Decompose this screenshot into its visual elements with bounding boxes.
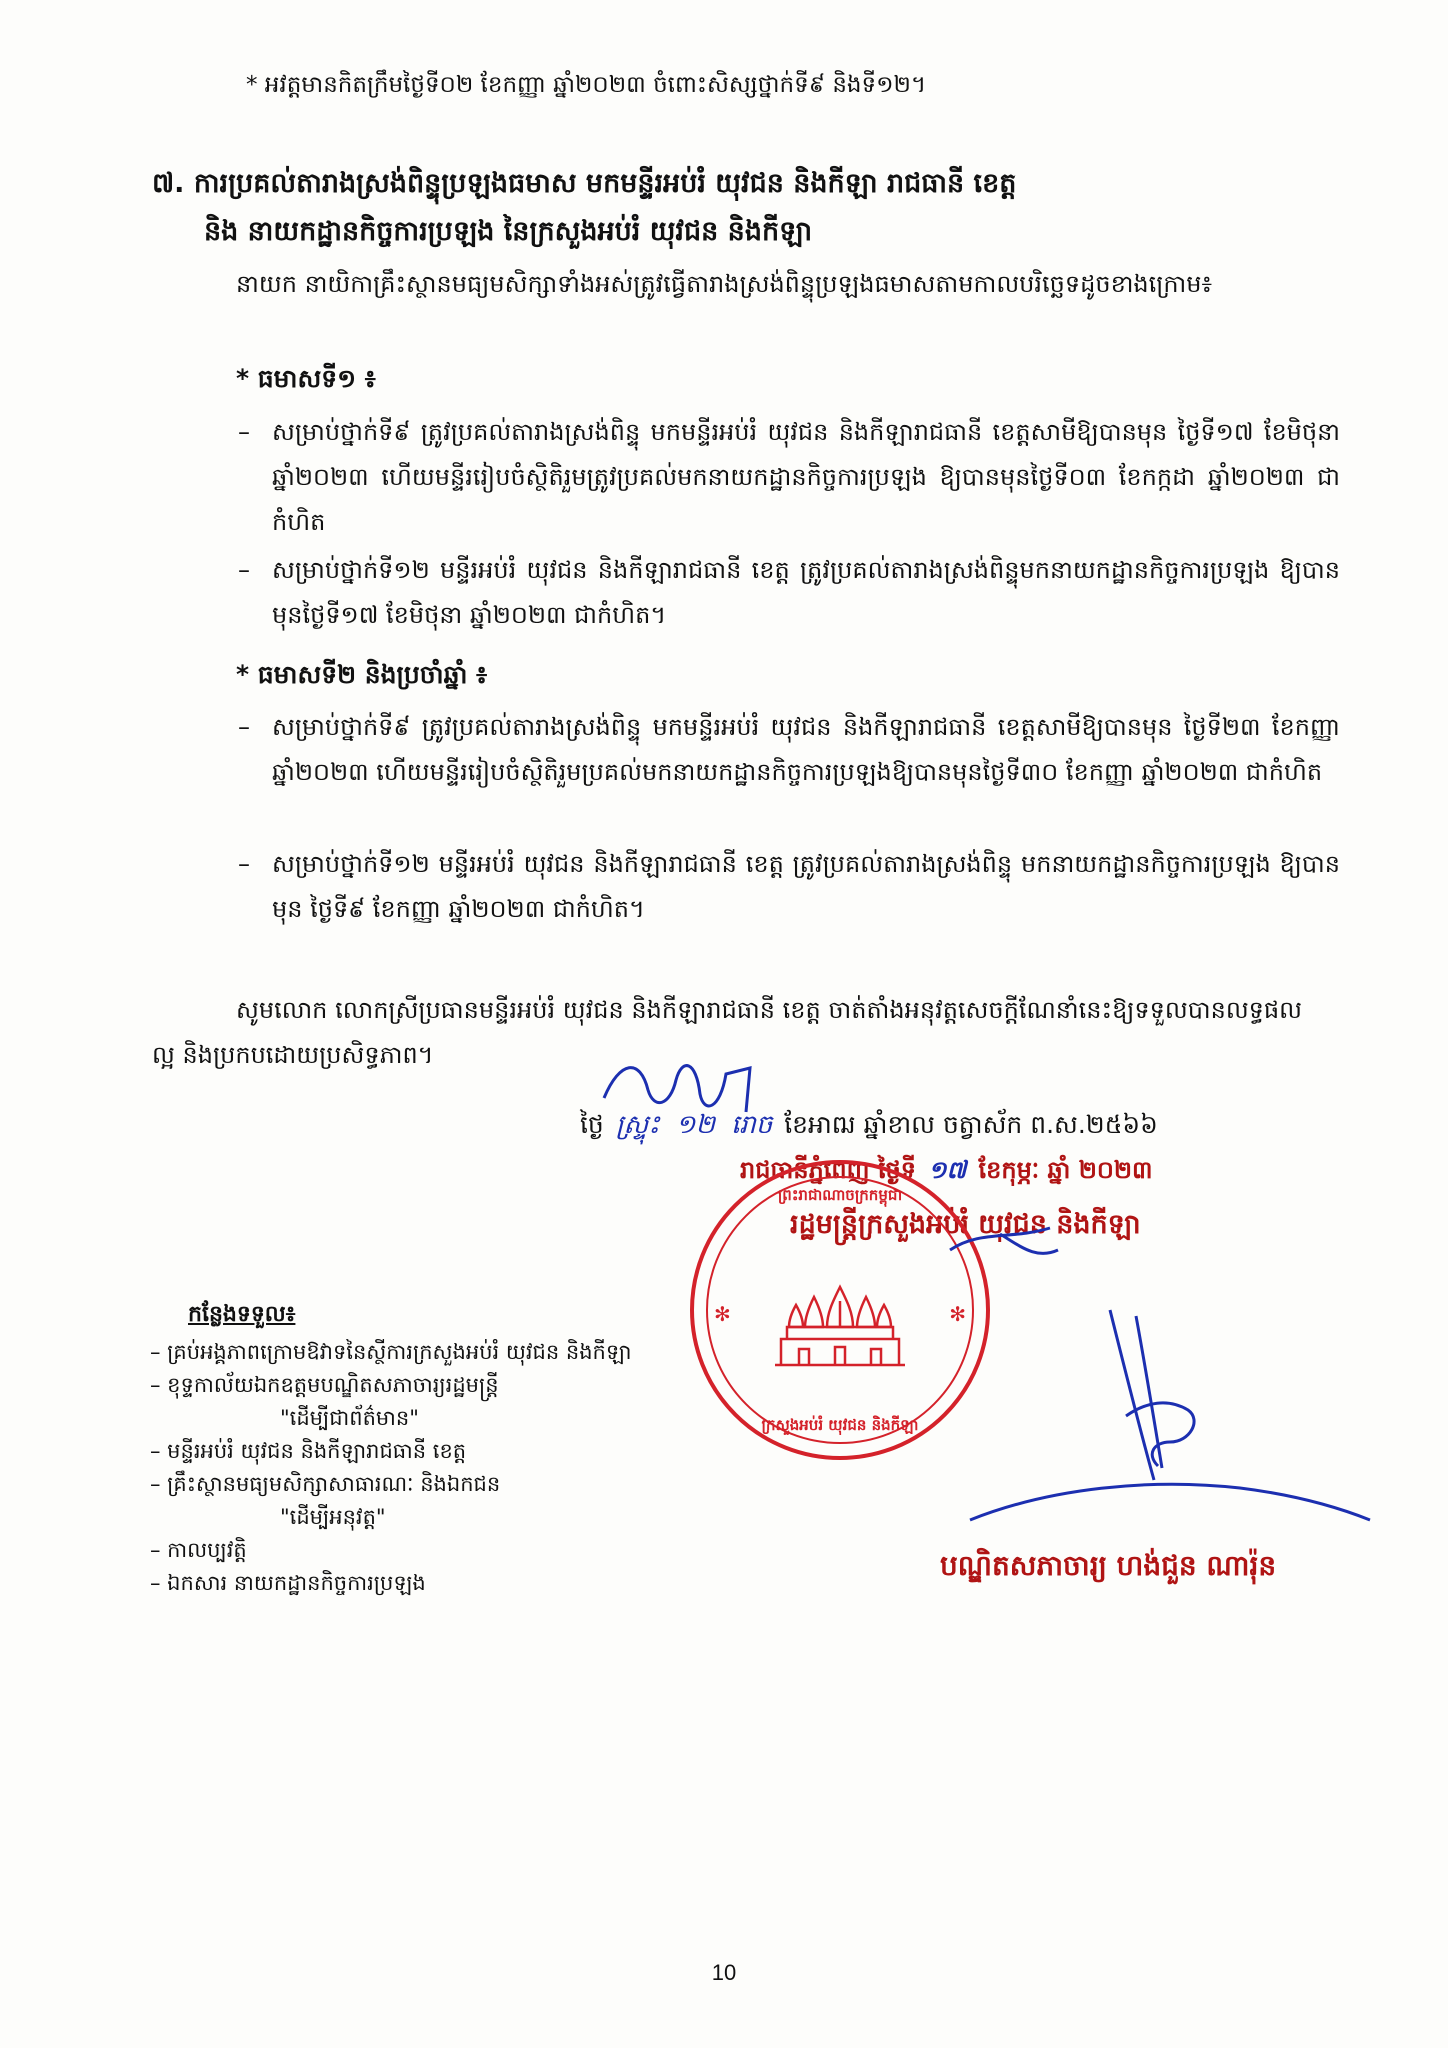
semester2-item-2 [238,842,1340,932]
cc-item: – ខុទ្ទកាល័យឯកឧត្តមបណ្ឌិតសភាចារ្យរដ្ឋមន្ត្រី [150,1373,499,1397]
semester2-item-1-text: សម្រាប់ថ្នាក់ទី៩ ត្រូវប្រគល់តារាងស្រង់ពិន្ទុ មកមន្ទីរអប់រំ យុវជន និងកីឡារាជធានី ខេត្តសាមីឱ្យបានមុន ថ្ងៃទី២៣ ខែកញ្ញា ឆ្នាំ២០២៣ ហើយមន្ទីររៀបចំស្ថិតិរួមប្រគល់មកនាយកដ្ឋានកិច្ចការប្រឡងឱ្យបានមុនថ្ងៃទី៣០ ខែកញ្ញា ឆ្នាំ២០២៣ ជាកំហិត [272,713,1340,786]
seal-bottom-text: ក្រសួងអប់រំ យុវជន និងកីឡា [761,1416,919,1434]
cc-item: – មន្ទីរអប់រំ យុវជន និងកីឡារាជធានី ខេត្ត [150,1439,467,1463]
semester2-title: * ធមាសទី២ និងប្រចាំឆ្នាំ ៖ [236,660,488,689]
closing-paragraph-text: សូមលោក លោកស្រីប្រធានមន្ទីរអប់រំ យុវជន និងកីឡារាជធានី ខេត្ត ចាត់តាំងអនុវត្តសេចក្តីណែនាំនេះឱ្យទទួលបានលទ្ធផលល្អ និងប្រកបដោយប្រសិទ្ធភាព។ [152,996,1302,1069]
section-number: ៧. [152,168,185,199]
signature-place-prefix: រាជធានីភ្នំពេញ ថ្ងៃទី [740,1156,916,1184]
semester1-title: * ធមាសទី១ ៖ [236,364,376,393]
semester1-item-2 [238,548,1340,638]
footnote-line: * អវត្តមានកិតក្រឹមថ្ងៃទី០២ ខែកញ្ញា ឆ្នាំ២០២៣ ចំពោះសិស្សថ្នាក់ទី៩ និងទី១២។ [246,72,927,98]
seal-top-text: ព្រះរាជាណាចក្រកម្ពុជា [777,1186,903,1204]
date-prefix: ថ្ងៃ [580,1110,604,1139]
cc-list [150,1336,710,1600]
semester1-item-2-text: សម្រាប់ថ្នាក់ទី១២ មន្ទីរអប់រំ យុវជន និងកីឡារាជធានី ខេត្ត ត្រូវប្រគល់តារាងស្រង់ពិន្ទុមកនាយកដ្ឋានកិច្ចការប្រឡង ឱ្យបានមុនថ្ងៃទី១៧ ខែមិថុនា ឆ្នាំ២០២៣ ជាកំហិត។ [272,556,1340,629]
intro-paragraph-text: នាយក នាយិកាគ្រឹះស្ថានមធ្យមសិក្សាទាំងអស់ត្រូវធ្វើតារាងស្រង់ពិន្ទុប្រឡងធមាសតាមកាលបរិច្ឆេទដូចខាងក្រោម៖ [236,270,1213,298]
date-handwritten-roch: រោច [730,1110,773,1140]
date-era: ចត្វាស័ក ព.ស.២៥៦៦ [942,1110,1158,1139]
semester2-item-1 [238,705,1340,795]
dash-marker: – [238,556,250,584]
cc-item: – កាលប្បវត្តិ [150,1538,247,1562]
seal-star-left-icon: ✻ [714,1302,731,1326]
semester1-item-1-text: សម្រាប់ថ្នាក់ទី៩ ត្រូវប្រគល់តារាងស្រង់ពិន្ទុ មកមន្ទីរអប់រំ យុវជន និងកីឡារាជធានី ខេត្តសាមីឱ្យបានមុន ថ្ងៃទី១៧ ខែមិថុនា ឆ្នាំ២០២៣ ហើយមន្ទីររៀបចំស្ថិតិរួមត្រូវប្រគល់មកនាយកដ្ឋានកិច្ចការប្រឡង ឱ្យបានមុនថ្ងៃទី០៣ ខែកក្កដា ឆ្នាំ២០២៣ ជាកំហិត [272,418,1340,536]
intro-paragraph [152,262,1302,307]
cc-item: – គ្រប់អង្គភាពក្រោមឱវាទនៃស្ថីការក្រសួងអប់រំ យុវជន និងកីឡា [150,1340,632,1364]
cc-item-note: "ដើម្បីជាព័ត៌មាន" [280,1406,419,1430]
semester2-item-2-text: សម្រាប់ថ្នាក់ទី១២ មន្ទីរអប់រំ យុវជន និងកីឡារាជធានី ខេត្ត ត្រូវប្រគល់តារាងស្រង់ពិន្ទុ មកនាយកដ្ឋានកិច្ចការប្រឡង ឱ្យបានមុន ថ្ងៃទី៩ ខែកញ្ញា ឆ្នាំ២០២៣ ជាកំហិត។ [272,850,1340,923]
minister-name: បណ្ឌិតសភាចារ្យ ហង់ជួន ណារ៉ុន [940,1549,1277,1582]
dash-marker: – [238,850,250,878]
dash-marker: – [238,418,250,446]
section-heading-line2: និង នាយកដ្ឋានកិច្ចការប្រឡង នៃក្រសួងអប់រំ យុវជន និងកីឡា [204,216,813,247]
section-heading-line1: ការប្រគល់តារាងស្រង់ពិន្ទុប្រឡងធមាស មកមន្ទីរអប់រំ យុវជន និងកីឡា រាជធានី ខេត្ត [193,168,1017,199]
signature-handwritten-date: ១៧ [928,1155,967,1184]
page-number: 10 [711,1960,737,1985]
date-handwritten-day: ស្ទ្រុះ [615,1110,660,1140]
seal-star-right-icon: ✻ [949,1302,966,1326]
cc-item: – គ្រឹះស្ថានមធ្យមសិក្សាសាធារណៈ និងឯកជន [150,1472,501,1496]
cc-item: – ឯកសារ នាយកដ្ឋានកិច្ចការប្រឡង [150,1571,426,1595]
angkor-wat-icon [765,1261,915,1371]
semester1-item-1 [238,410,1340,545]
handwritten-signature [940,1220,1380,1550]
signature-place-suffix: ខែកុម្ភៈ ឆ្នាំ ២០២៣ [978,1156,1153,1184]
cc-title: កន្លែងទទួល៖ [188,1302,296,1327]
dash-marker: – [238,713,250,741]
cc-item-note: "ដើម្បីអនុវត្ត" [280,1505,386,1529]
section-heading [152,160,1292,256]
date-handwritten-number: ១២ [675,1110,716,1140]
date-year: ឆ្នាំខាល [863,1110,935,1139]
date-line [580,1108,1158,1146]
date-month: ខែអាឍ [784,1110,856,1139]
minister-title: រដ្ឋមន្ត្រីក្រសួងអប់រំ យុវជន និងកីឡា [790,1209,1141,1240]
